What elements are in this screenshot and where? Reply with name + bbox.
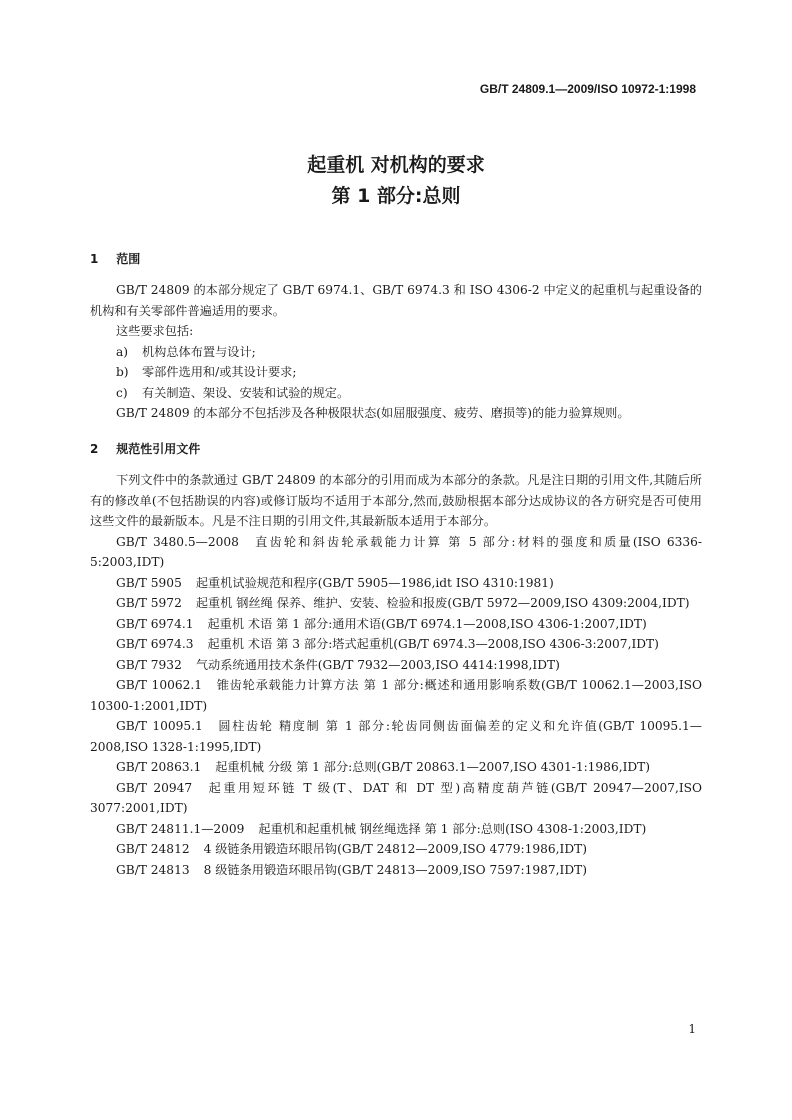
reference-text: 4 级链条用锻造环眼吊钩(GB/T 24812—2009,ISO 4779:1986,IDT): [203, 842, 587, 856]
reference-code: GB/T 24813: [116, 862, 190, 877]
list-item-text: 机构总体布置与设计;: [142, 344, 256, 359]
scope-paragraph: GB/T 24809 的本部分规定了 GB/T 6974.1、GB/T 6974.3 和 ISO 4306-2 中定义的起重机与起重设备的机构和有关零部件普遍适用的要求。: [90, 283, 702, 318]
section-number: 2: [90, 442, 99, 456]
reference-text: 起重用短环链 T 级(T、DAT 和 DT 型)高精度葫芦链(GB/T 20947—2007,ISO 3077:2001,IDT): [90, 780, 702, 815]
reference-text: 起重机 钢丝绳 保养、维护、安装、检验和报废(GB/T 5972—2009,ISO 4309:2004,IDT): [195, 596, 690, 610]
reference-entry: [90, 532, 702, 573]
scope-body: [90, 280, 702, 424]
normative-intro: 下列文件中的条款通过 GB/T 24809 的本部分的引用而成为本部分的条款。凡是注日期的引用文件,其随后所有的修改单(不包括勘误的内容)或修订版均不适用于本部分,然而,鼓励根据本部分达成协议的各方研究是否可使用这些文件的最新版本。凡是不注日期的引用文件,其最新版本适用于本部分。: [90, 473, 702, 528]
reference-entry: [90, 675, 702, 716]
list-item-label: c): [116, 385, 128, 400]
reference-code: GB/T 10062.1: [116, 678, 202, 692]
list-item-text: 有关制造、架设、安装和试验的规定。: [142, 385, 350, 400]
reference-entry: [90, 839, 702, 860]
reference-entry: [90, 593, 702, 614]
standard-code-header: GB/T 24809.1—2009/ISO 10972-1:1998: [479, 82, 696, 96]
reference-code: GB/T 6974.1: [116, 616, 194, 631]
reference-code: GB/T 5905: [116, 575, 182, 590]
reference-code: GB/T 10095.1: [116, 719, 203, 733]
reference-entry: [90, 757, 702, 778]
reference-text: 8 级链条用锻造环眼吊钩(GB/T 24813—2009,ISO 7597:1987,IDT): [203, 862, 587, 877]
reference-entry: [90, 634, 702, 655]
scope-paragraph: GB/T 24809 的本部分不包括涉及各种极限状态(如屈服强度、疲劳、磨损等)的能力验算规则。: [116, 406, 630, 420]
reference-text: 起重机试验规范和程序(GB/T 5905—1986,idt ISO 4310:1981): [195, 575, 554, 590]
reference-text: 起重机 术语 第 1 部分:通用术语(GB/T 6974.1—2008,ISO 4306-1:2007,IDT): [207, 616, 647, 631]
reference-code: GB/T 24811.1—2009: [116, 821, 245, 836]
reference-code: GB/T 7932: [116, 657, 182, 672]
list-item: [90, 383, 702, 404]
reference-text: 起重机和起重机械 钢丝绳选择 第 1 部分:总则(ISO 4308-1:2003,IDT): [258, 821, 647, 836]
reference-entry: [90, 819, 702, 840]
reference-text: 气动系统通用技术条件(GB/T 7932—2003,ISO 4414:1998,IDT): [195, 657, 560, 672]
document-subtitle: 第 1 部分:总则: [331, 185, 461, 207]
list-item-label: a): [116, 344, 129, 359]
normative-body: [90, 470, 702, 880]
document-title: 起重机 对机构的要求: [307, 154, 485, 176]
reference-code: GB/T 24812: [116, 842, 190, 856]
reference-text: 直齿轮和斜齿轮承载能力计算 第 5 部分:材料的强度和质量(ISO 6336-5:2003,IDT): [90, 534, 702, 569]
reference-entry: [90, 573, 702, 594]
page-number: 1: [688, 1022, 696, 1036]
reference-entry: [90, 860, 702, 881]
reference-text: 圆柱齿轮 精度制 第 1 部分:轮齿同侧齿面偏差的定义和允许值(GB/T 10095.1—2008,ISO 1328-1:1995,IDT): [90, 719, 702, 754]
reference-code: GB/T 20947: [116, 780, 193, 795]
reference-code: GB/T 20863.1: [116, 760, 202, 774]
section-title: 范围: [116, 252, 141, 266]
list-item-text: 零部件选用和/或其设计要求;: [142, 365, 297, 379]
scope-paragraph: 这些要求包括:: [116, 324, 194, 338]
reference-entry: [90, 716, 702, 757]
section-title: 规范性引用文件: [116, 442, 201, 456]
list-item: [90, 342, 702, 363]
section-heading-normative: [90, 440, 200, 457]
section-number: 1: [90, 252, 99, 266]
reference-entry: [90, 614, 702, 635]
reference-code: GB/T 6974.3: [116, 637, 194, 651]
section-heading-scope: [90, 250, 140, 267]
reference-entry: [90, 655, 702, 676]
reference-code: GB/T 5972: [116, 596, 182, 610]
reference-text: 锥齿轮承载能力计算方法 第 1 部分:概述和通用影响系数(GB/T 10062.1—2003,ISO 10300-1:2001,IDT): [90, 678, 703, 713]
reference-text: 起重机 术语 第 3 部分:塔式起重机(GB/T 6974.3—2008,ISO 4306-3:2007,IDT): [207, 637, 659, 651]
list-item: [90, 362, 702, 383]
reference-code: GB/T 3480.5—2008: [116, 534, 239, 549]
reference-text: 起重机械 分级 第 1 部分:总则(GB/T 20863.1—2007,ISO 4301-1:1986,IDT): [215, 760, 651, 774]
list-item-label: b): [116, 365, 129, 379]
reference-entry: [90, 778, 702, 819]
